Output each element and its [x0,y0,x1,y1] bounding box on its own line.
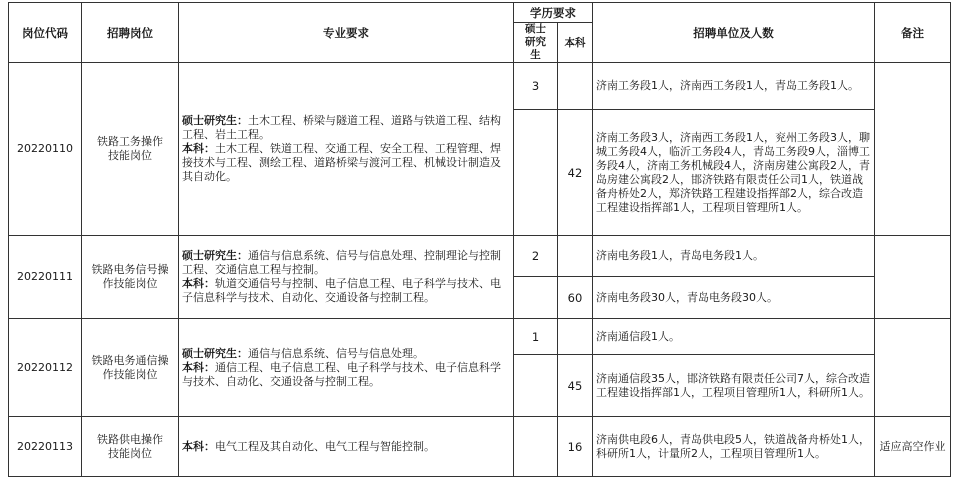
post-code: 20220112 [9,319,82,417]
master-units: 济南通信段1人。 [593,319,875,355]
header-master: 硕士研究生 [514,23,558,63]
table-row [9,63,951,110]
bachelor-label: 本科： [182,439,215,453]
master-count: 1 [514,319,558,355]
master-label: 硕士研究生： [182,114,248,127]
bachelor-majors: 轨道交通信号与控制、电子信息工程、电子科学与技术、电子信息科学与技术、自动化、交通设备与控制工程。 [182,277,501,304]
post-name: 铁路电务信号操作技能岗位 [82,236,179,319]
master-majors: 土木工程、桥梁与隧道工程、道路与铁道工程、结构工程、岩土工程。 [182,114,501,141]
master-label: 硕士研究生： [182,249,248,262]
bachelor-label: 本科： [182,360,215,374]
major-requirement [179,236,514,319]
bachelor-label: 本科： [182,277,215,290]
bachelor-count: 42 [558,110,593,236]
recruitment-table [8,2,951,477]
bachelor-units: 济南工务段3人，济南西工务段1人，兖州工务段3人，聊城工务段4人，临沂工务段4人，青岛工务段9人，淄博工务段4人，济南工务机械段4人，济南房建公寓段2人，青岛房建公寓段2人，邯济铁路有限责任公司1人，铁道战备舟桥处2人，郑济铁路工程建设指挥部2人，综合改造工程建设指挥部1人，工程项目管理所1人。 [593,110,875,236]
master-majors: 通信与信息系统、信号与信息处理。 [248,346,424,360]
major-requirement [179,63,514,236]
master-count-empty [514,417,558,477]
post-code: 20220111 [9,236,82,319]
bachelor-units: 济南供电段6人，青岛供电段5人，铁道战备舟桥处1人，科研所1人，计量所2人，工程项目管理所1人。 [593,417,875,477]
master-majors: 通信与信息系统、信号与信息处理、控制理论与控制工程、交通信息工程与控制。 [182,249,501,276]
master-count: 2 [514,236,558,277]
table-row [9,417,951,477]
major-requirement [179,319,514,417]
header-bachelor: 本科 [558,23,593,63]
post-code: 20220110 [9,63,82,236]
bachelor-count: 60 [558,277,593,319]
bachelor-count-empty [558,319,593,355]
header-education: 学历要求 [514,3,593,23]
header-post: 招聘岗位 [82,3,179,63]
header-units: 招聘单位及人数 [593,3,875,63]
master-units: 济南工务段1人，济南西工务段1人，青岛工务段1人。 [593,63,875,110]
bachelor-count: 45 [558,355,593,417]
post-code: 20220113 [9,417,82,477]
master-count-empty [514,110,558,236]
table-row [9,319,951,355]
bachelor-count-empty [558,63,593,110]
post-name: 铁路电务通信操作技能岗位 [82,319,179,417]
bachelor-units: 济南通信段35人，邯济铁路有限责任公司7人，综合改造工程建设指挥部1人，工程项目管理所1人，科研所1人。 [593,355,875,417]
remark [875,236,951,319]
master-count-empty [514,355,558,417]
remark [875,319,951,417]
post-name: 铁路供电操作技能岗位 [82,417,179,477]
remark: 适应高空作业 [875,417,951,477]
master-units: 济南电务段1人，青岛电务段1人。 [593,236,875,277]
header-code: 岗位代码 [9,3,82,63]
remark [875,63,951,236]
bachelor-majors: 通信工程、电子信息工程、电子科学与技术、电子信息科学与技术、自动化、交通设备与控制工程。 [182,360,501,388]
bachelor-count: 16 [558,417,593,477]
bachelor-majors: 土木工程、铁道工程、交通工程、安全工程、工程管理、焊接技术与工程、测绘工程、道路桥梁与渡河工程、机械设计制造及其自动化。 [182,142,501,183]
master-count-empty [514,277,558,319]
bachelor-count-empty [558,236,593,277]
bachelor-label: 本科： [182,142,215,155]
header-remark: 备注 [875,3,951,63]
table-row [9,236,951,277]
header-requirement: 专业要求 [179,3,514,63]
bachelor-units: 济南电务段30人，青岛电务段30人。 [593,277,875,319]
master-label: 硕士研究生： [182,346,248,360]
major-requirement [179,417,514,477]
post-name: 铁路工务操作技能岗位 [82,63,179,236]
bachelor-majors: 电气工程及其自动化、电气工程与智能控制。 [215,439,435,453]
master-count: 3 [514,63,558,110]
